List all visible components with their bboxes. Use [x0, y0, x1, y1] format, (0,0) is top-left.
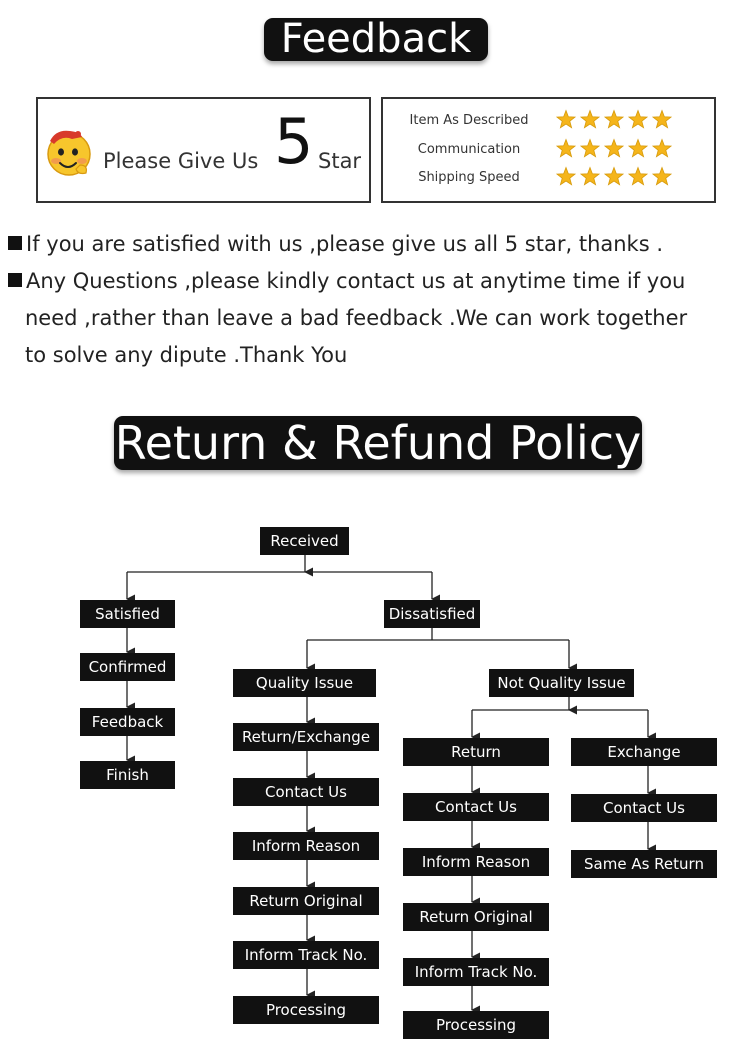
node-inform-reason: Inform Reason	[403, 848, 549, 876]
node-received: Received	[260, 527, 349, 555]
node-return-original: Return Original	[233, 887, 379, 915]
node-satisfied: Satisfied	[80, 600, 175, 628]
note-continuation: need ,rather than leave a bad feedback .We can work together	[25, 306, 688, 330]
node-return-original: Return Original	[403, 903, 549, 931]
give-text-pre: Please Give Us	[103, 149, 259, 173]
node-return: Return	[403, 738, 549, 766]
feedback-title: Feedback	[264, 18, 488, 61]
give-star-count: 5	[274, 105, 314, 178]
node-inform-track-no: Inform Track No.	[403, 958, 549, 986]
note-continuation: to solve any dipute .Thank You	[25, 343, 348, 367]
node-return-exchange: Return/Exchange	[233, 723, 379, 751]
node-contact-us: Contact Us	[233, 778, 379, 806]
node-dissatisfied: Dissatisfied	[384, 600, 480, 628]
node-not-quality-issue: Not Quality Issue	[489, 669, 634, 697]
node-same-as-return: Same As Return	[571, 850, 717, 878]
node-confirmed: Confirmed	[80, 653, 175, 681]
give-text-post: Star	[318, 149, 362, 173]
node-inform-reason: Inform Reason	[233, 832, 379, 860]
node-feedback: Feedback	[80, 708, 175, 736]
node-exchange: Exchange	[571, 738, 717, 766]
node-processing: Processing	[403, 1011, 549, 1039]
rating-label: Communication	[417, 142, 521, 157]
node-quality-issue: Quality Issue	[233, 669, 376, 697]
rating-label: Item As Described	[409, 113, 529, 128]
note-text: If you are satisfied with us ,please give us all 5 star, thanks .	[26, 232, 664, 256]
node-finish: Finish	[80, 761, 175, 789]
node-contact-us: Contact Us	[403, 793, 549, 821]
policy-title: Return & Refund Policy	[114, 416, 642, 470]
node-contact-us: Contact Us	[571, 794, 717, 822]
note-text: Any Questions ,please kindly contact us at anytime time if you	[26, 269, 686, 293]
node-processing: Processing	[233, 996, 379, 1024]
rating-label: Shipping Speed	[418, 170, 520, 185]
node-inform-track-no: Inform Track No.	[233, 941, 379, 969]
